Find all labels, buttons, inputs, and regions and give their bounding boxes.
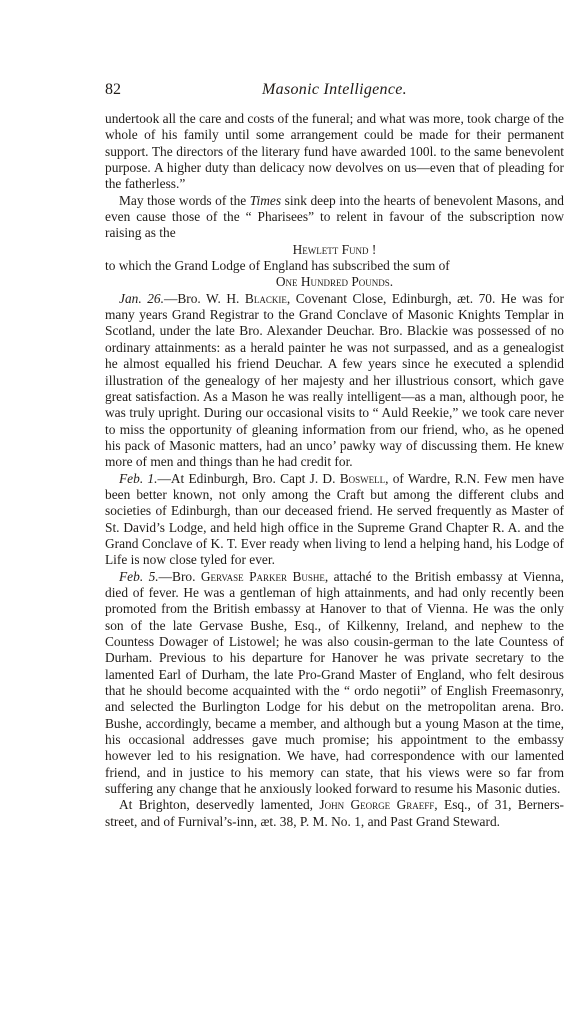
sum-heading: One Hundred Pounds. [275,274,394,290]
times-text-end: sink deep into the hearts of benevolent Masons, and even cause those of the “ Pharisees” to relent in favour of the subscription now raising as the [105,192,564,241]
obituary-blackie [105,291,564,471]
obituary-name: Gervase Parker Bushe [200,568,325,584]
obituary-lead: At Brighton, deservedly lamented, [119,797,320,813]
obituary-text: , Covenant Close, Edinburgh, æt. 70. He was for many years Grand Registrar to the Grand Conclave of Masonic Knights Templar in Scotland, under the late Bro. Alexander Deuchar. Bro. Blackie was possessed of no ordinary attainments: as a herald painter he was not surpassed, and as a genealogist he almost equalled his friend Deuchar. A few years since he executed a splendid illustration of the genealogy of her majesty and her illustrious consort, which gave great satisfaction. As a Mason he was really intelligent—as a man, although poor, he was truly upright. During our occasional visits to “ Auld Reekie,” we took care never to miss the opportunity of gleaning information from our friend, who, as he opened his pack of Masonic matters, had an unco’ pawky way of discussing them. He knew more of men and things than he had credit for. [105,290,564,470]
times-title: Times [249,192,282,208]
obituary-bushe [105,569,564,798]
grand-lodge-line: to which the Grand Lodge of England has subscribed the sum of [105,258,450,274]
times-text-start: May those words of the [119,192,250,208]
obituary-boswell [105,471,564,569]
obituary-graeff [105,797,564,830]
obituary-lead: —At Edinburgh, Bro. Capt J. D. [157,470,340,486]
fund-heading: Hewlett Fund ! [292,241,377,257]
obituary-lead: —Bro. W. H. [163,290,245,306]
obituary-text: , attaché to the British embassy at Vienna, died of fever. He was a gentleman of high attainments, and had only recently been promoted from the British embassy at Hanover to that of Vienna. He was the only son of the late Gervase Bushe, Esq., of Kilkenny, Ireland, and nephew to the Countess Dowager of Listowel; he was also cousin-german to the late Countess of Durham. Previous to his departure for Hanover he was private secretary to the lamented Earl of Durham, the late Pro-Grand Master of England, who felt desirous that he should become acquainted with the “ ordo negotii” of English Freemasonry, and selected the Burlington Lodge for his debut on the metropolitan arena. Bro. Bushe, accordingly, became a member, and although but a young Mason at the time, his occasional addresses gave much promise; his appointment to the embassy however led to his resignation. We have, had correspondence with our lamented friend, and in justice to his memory can state, that his views were so far from suffering any change that he anxiously looked forward to resume his Masonic duties. [105,568,565,797]
page-number: 82 [105,81,121,98]
running-title: Masonic Intelligence. [262,81,407,98]
obituary-name: Boswell [339,470,386,486]
obituary-date: Feb. 5. [119,568,159,584]
obituary-name: John George Graeff [319,797,435,813]
page-header [105,82,564,104]
times-paragraph [105,193,564,242]
obituary-date: Jan. 26. [119,290,164,306]
obituary-lead: —Bro. [158,568,201,584]
obituary-name: Blackie [244,290,287,306]
funeral-paragraph: undertook all the care and costs of the funeral; and what was more, took charge of the whole of his family until some arrangement could be made for their permanent support. The directors of the literary fund have awarded 100l. to the same benevolent purpose. A higher duty than delicacy now devolves on us—even that of pleading for the fatherless.” [105,111,564,192]
obituary-text: , of Wardre, R.N. Few men have been better known, not only among the Craft but among the different clubs and societies of Edinburgh, than our deceased friend. He served frequently as Master of St. David’s Lodge, and held high office in the Supreme Grand Chapter R. A. and the Grand Conclave of K. T. Ever ready when living to lend a helping hand, his Lodge of Life is now close tyled for ever. [105,470,565,568]
obituary-text: , Esq., of 31, Berners-street, and of Furnival’s-inn, æt. 38, P. M. No. 1, and Past Grand Steward. [105,797,564,829]
obituary-date: Feb. 1. [119,470,158,486]
